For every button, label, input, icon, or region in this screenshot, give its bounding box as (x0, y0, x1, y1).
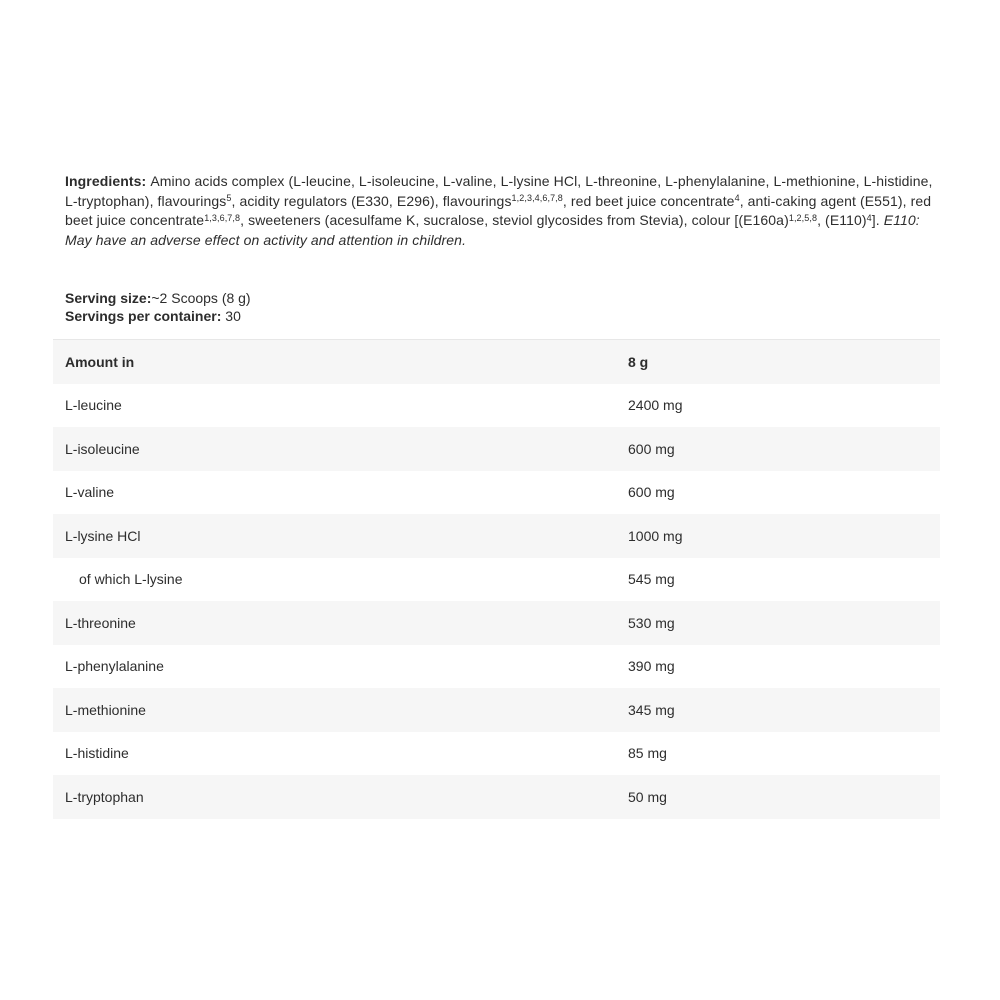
nutrient-name: L-leucine (65, 397, 122, 414)
table-row (53, 775, 940, 819)
nutrient-name: L-phenylalanine (65, 658, 164, 675)
ingredients-text: ]. (871, 212, 884, 228)
nutrient-amount: 345 mg (628, 701, 675, 718)
nutrient-amount: 2400 mg (628, 397, 683, 414)
table-header-row (53, 340, 940, 384)
footnote-superscript: 1,2,3,4,6,7,8 (511, 193, 563, 203)
ingredients-text: , (E110) (817, 212, 867, 228)
table-row (53, 427, 940, 471)
nutrient-name: L-threonine (65, 614, 136, 631)
table-row (53, 688, 940, 732)
ingredients-text: , sweeteners (acesulfame K, sucralose, steviol glycosides from Stevia), colour [(E160a) (240, 212, 789, 228)
footnote-superscript: 4 (734, 193, 740, 203)
table-row (53, 601, 940, 645)
nutrient-name: L-valine (65, 484, 115, 501)
ingredients-text: Amino acids complex (L-leucine, L-isoleucine, L-valine, L-lysine HCl, L-threonine, L-phenylalanine, L-methionine, L-histidine, L-tryptophan), flavourings (65, 173, 933, 209)
serving-info (65, 289, 251, 325)
ingredients-text: , red beet juice concentrate (562, 192, 735, 209)
nutrient-amount: 530 mg (628, 614, 675, 631)
table-header-amount-in: Amount in (65, 353, 135, 370)
servings-per-container-value: 30 (225, 308, 241, 324)
ingredients-text: , anti-caking agent (E551), red beet juice concentrate (65, 192, 932, 228)
nutrient-amount: 50 mg (628, 788, 667, 805)
serving-size-line (65, 289, 251, 307)
nutrient-amount: 1000 mg (628, 527, 683, 544)
nutrient-name: L-lysine HCl (65, 527, 141, 544)
nutrient-amount: 85 mg (628, 745, 667, 762)
nutrient-amount: 600 mg (628, 484, 675, 501)
nutrient-name: L-histidine (65, 745, 129, 762)
ingredients-text: , acidity regulators (E330, E296), flavourings (231, 192, 512, 209)
ingredients-label: Ingredients: (65, 173, 151, 189)
nutrient-name: L-isoleucine (65, 440, 140, 457)
table-row (53, 732, 940, 776)
table-row (53, 471, 940, 515)
footnote-superscript: 1,2,5,8 (788, 212, 818, 223)
table-row-subitem (53, 558, 940, 602)
serving-size-label: Serving size: (65, 290, 152, 306)
footnote-superscript: 4 (866, 212, 872, 223)
table-header-serving-weight: 8 g (628, 353, 649, 370)
serving-size-value: ~2 Scoops (8 g) (151, 290, 251, 306)
servings-per-container-line (65, 307, 251, 325)
servings-per-container-label: Servings per container: (65, 308, 222, 324)
ingredients-paragraph (65, 172, 940, 250)
nutrient-name: L-tryptophan (65, 788, 144, 805)
amino-acids-table (53, 339, 940, 819)
footnote-superscript: 5 (226, 193, 232, 203)
nutrient-amount: 600 mg (628, 440, 675, 457)
nutrient-name: of which L-lysine (79, 571, 183, 588)
table-row (53, 645, 940, 689)
nutrient-amount: 390 mg (628, 658, 675, 675)
table-body (53, 384, 940, 819)
nutrient-name: L-methionine (65, 701, 146, 718)
table-row (53, 384, 940, 428)
footnote-superscript: 1,3,6,7,8 (204, 212, 241, 223)
nutrient-amount: 545 mg (628, 571, 675, 588)
e110-warning-text: E110: May have an adverse effect on activity and attention in children. (65, 212, 920, 248)
table-row (53, 514, 940, 558)
